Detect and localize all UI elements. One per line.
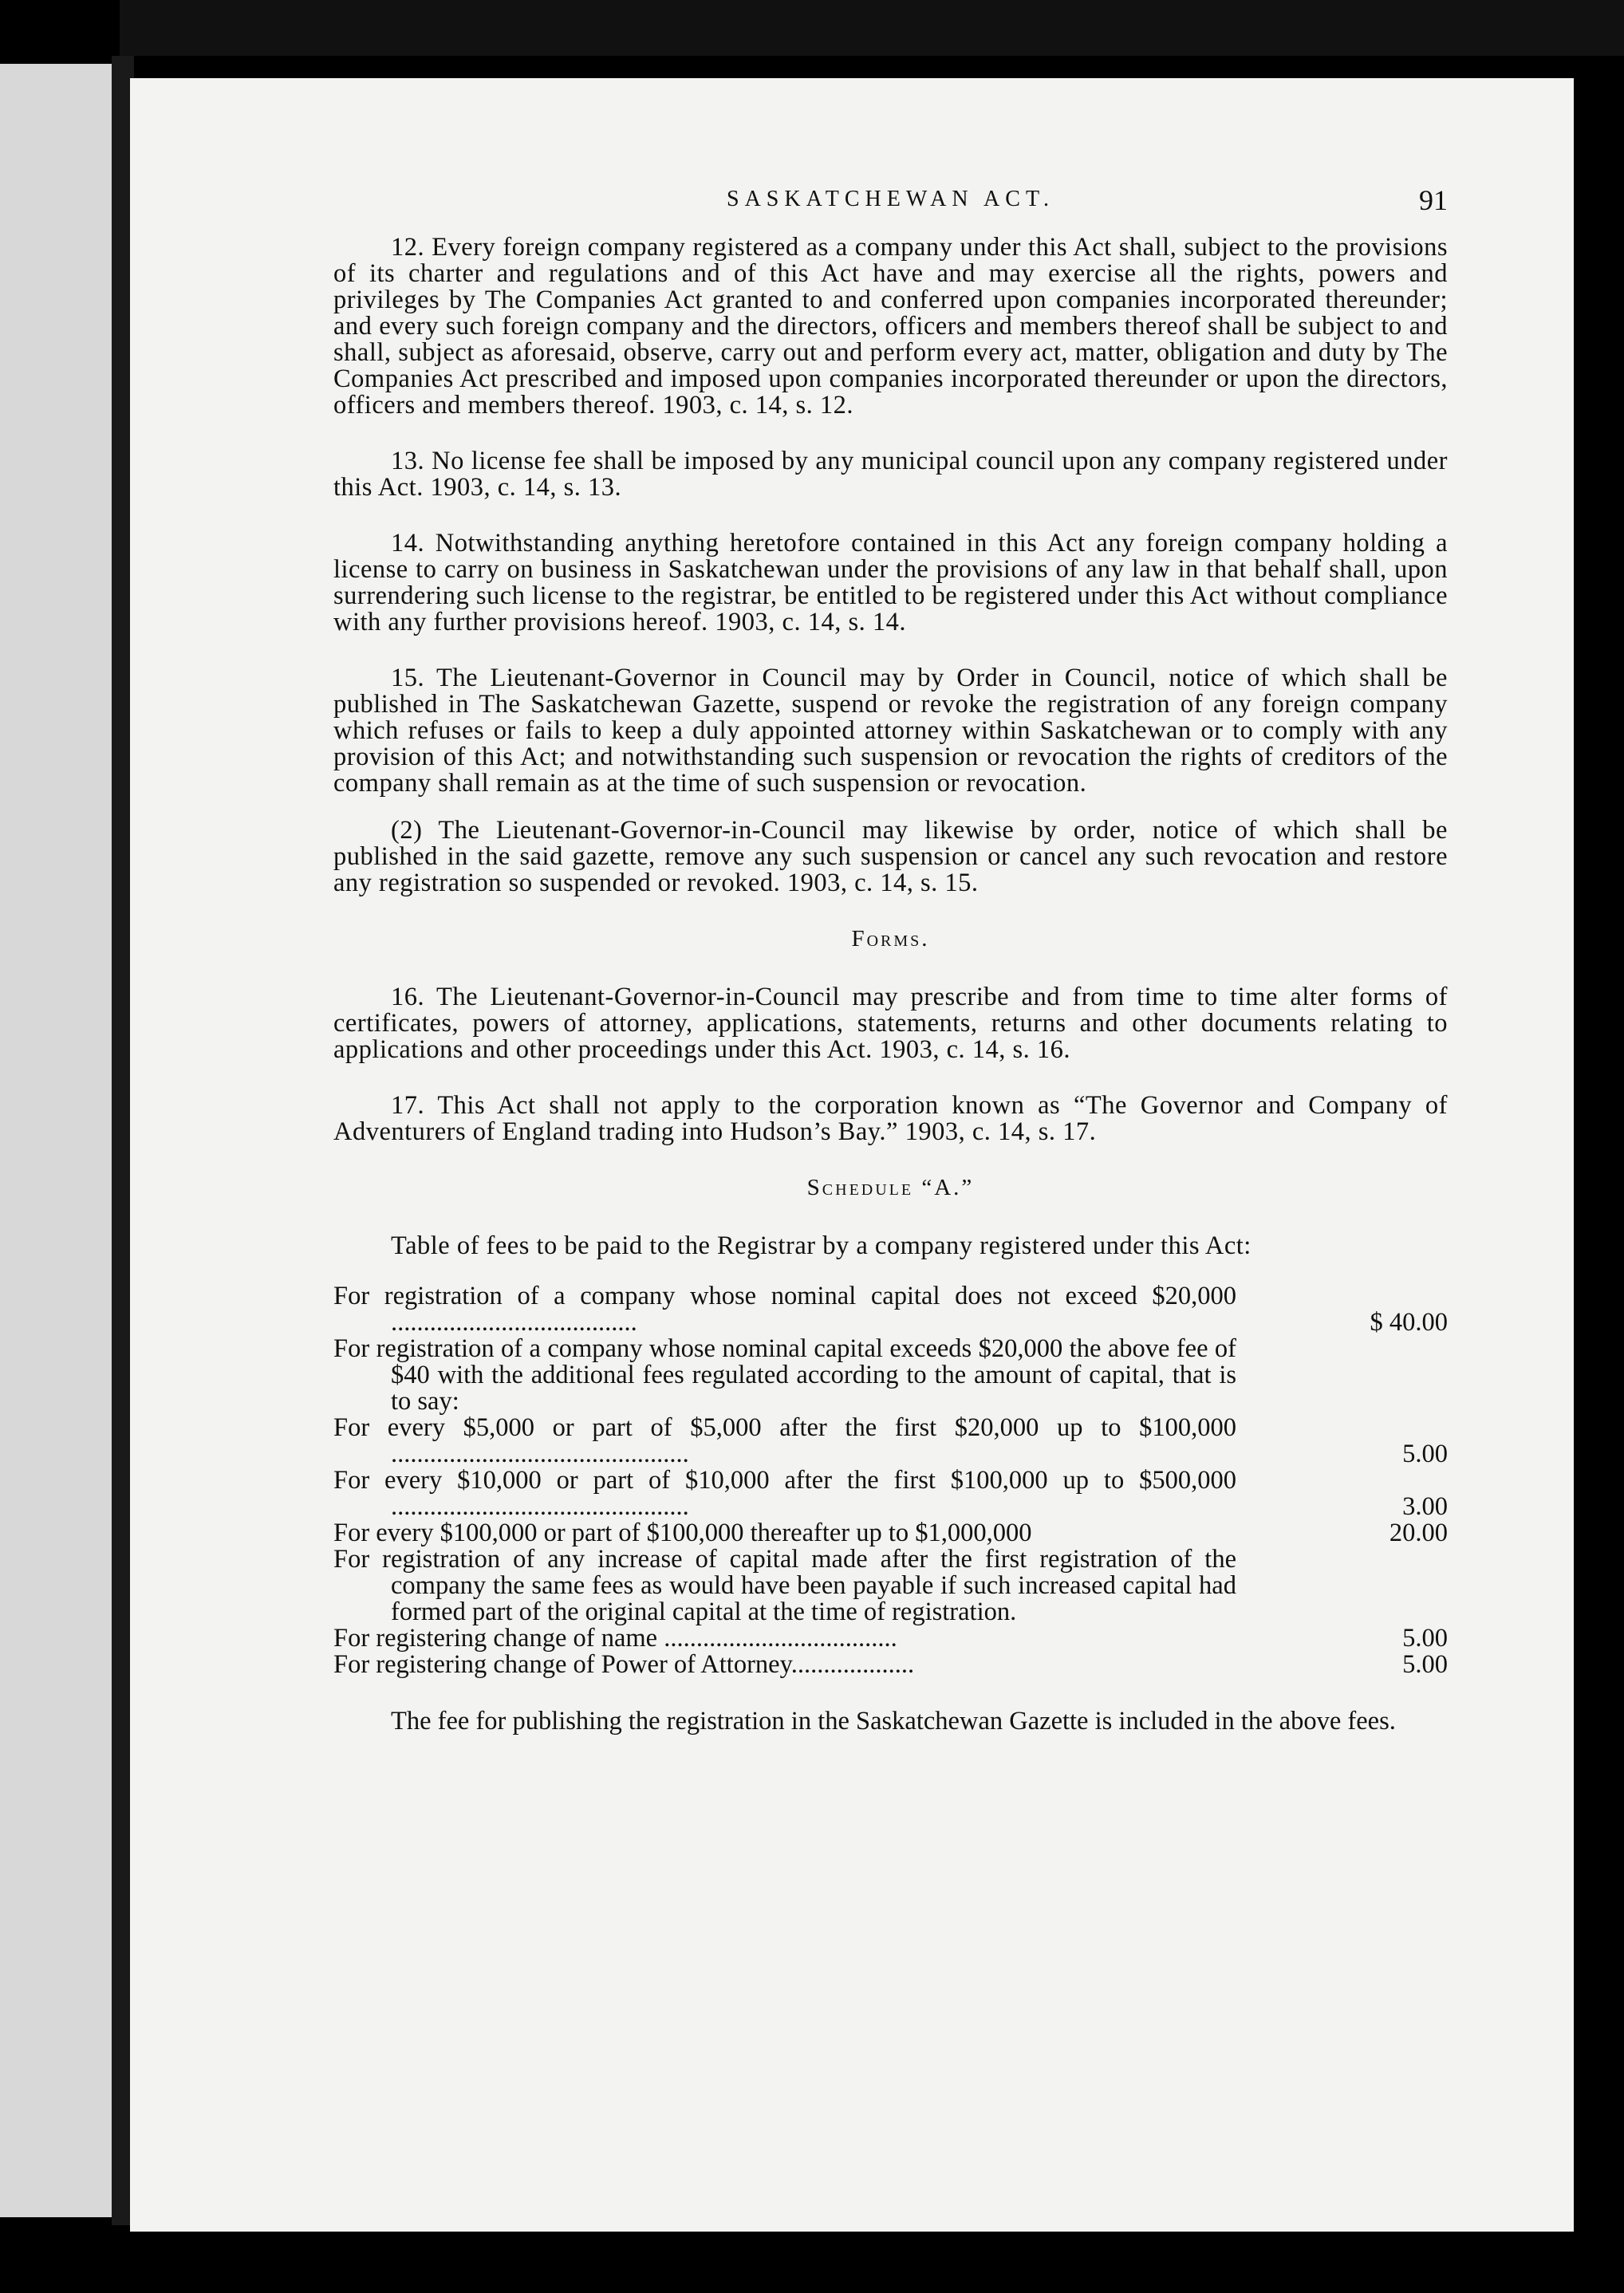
- fee-row: [333, 1468, 1448, 1520]
- fee-description: For registration of any increase of capital made after the first registration of the company the same fees as would have been payable if such increased capital had formed part of the original capital at the time of registration.: [333, 1545, 1236, 1626]
- fee-amount: $ 40.00: [1370, 1308, 1448, 1337]
- final-note: The fee for publishing the registration in the Saskatchewan Gazette is included in the above fees.: [391, 1707, 1396, 1736]
- schedule-intro: Table of fees to be paid to the Registrar by a company registered under this Act:: [391, 1231, 1252, 1260]
- fee-amount: 5.00: [1402, 1624, 1448, 1653]
- running-title: SASKATCHEWAN ACT.: [727, 187, 1054, 211]
- fee-row: [333, 1546, 1448, 1625]
- schedule-heading: Schedule “A.”: [806, 1175, 975, 1200]
- fee-amount: 20.00: [1389, 1519, 1448, 1547]
- fee-amount: 5.00: [1402, 1440, 1448, 1468]
- page-content: [333, 184, 1448, 1761]
- forms-heading: Forms.: [851, 926, 930, 951]
- section-17: 17. This Act shall not apply to the corporation known as “The Governor and Company of Adventurers of England trading into Hudson’s Bay.” 1903, c. 14, s. 17.: [333, 1091, 1448, 1146]
- fee-description: For registration of a company whose nominal capital does not exceed $20,000 ......................................: [333, 1282, 1236, 1337]
- fee-row: [333, 1336, 1448, 1415]
- fee-row: [333, 1415, 1448, 1468]
- fee-description: For every $5,000 or part of $5,000 after the first $20,000 up to $100,000 ..............................................: [333, 1413, 1236, 1468]
- fee-table: [333, 1283, 1448, 1678]
- section-15-subsection-2: (2) The Lieutenant-Governor-in-Council may likewise by order, notice of which shall be published in the said gazette, remove any such suspension or cancel any such revocation and restore any registration so suspended or revoked. 1903, c. 14, s. 15.: [333, 816, 1448, 897]
- section-12: 12. Every foreign company registered as a company under this Act shall, subject to the provisions of its charter and regulations and of this Act have and may exercise all the rights, powers and privileges by The Companies Act granted to and conferred upon companies incorporated thereunder; and every such foreign company and the directors, officers and members thereof shall be subject to and shall, subject as aforesaid, observe, carry out and perform every act, matter, obligation and duty by The Companies Act prescribed and imposed upon companies incorporated thereunder or upon the directors, officers and members thereof. 1903, c. 14, s. 12.: [333, 233, 1448, 420]
- section-16: 16. The Lieutenant-Governor-in-Council may prescribe and from time to time alter forms of certificates, powers of attorney, applications, statements, returns and other documents relating to applications and other proceedings under this Act. 1903, c. 14, s. 16.: [333, 983, 1448, 1064]
- section-14: 14. Notwithstanding anything heretofore contained in this Act any foreign company holding a license to carry on business in Saskatchewan under the provisions of any law in that behalf shall, upon surrendering such license to the registrar, be entitled to be registered under this Act without compliance with any further provisions hereof. 1903, c. 14, s. 14.: [333, 529, 1448, 636]
- fee-row: [333, 1520, 1448, 1546]
- scan-top-margin: [120, 0, 1624, 56]
- fee-description: For registering change of Power of Attorney...................: [333, 1650, 915, 1679]
- page-number: 91: [1419, 184, 1448, 216]
- fee-row: [333, 1625, 1448, 1652]
- fee-row: [333, 1283, 1448, 1336]
- section-15: 15. The Lieutenant-Governor in Council may by Order in Council, notice of which shall be published in The Saskatchewan Gazette, suspend or revoke the registration of any foreign company which refuses or fails to keep a duly appointed attorney within Saskatchewan or to comply with any provision of this Act; and notwithstanding such suspension or revocation the rights of creditors of the company shall remain as at the time of such suspension or revocation.: [333, 664, 1448, 798]
- fee-description: For registering change of name ....................................: [333, 1624, 897, 1653]
- running-header: [333, 184, 1448, 234]
- section-13: 13. No license fee shall be imposed by any municipal council upon any company registered under this Act. 1903, c. 14, s. 13.: [333, 447, 1448, 502]
- fee-amount: 5.00: [1402, 1650, 1448, 1679]
- fee-amount: 3.00: [1402, 1492, 1448, 1521]
- document-page: [130, 78, 1574, 2232]
- fee-description: For every $100,000 or part of $100,000 thereafter up to $1,000,000: [333, 1519, 1032, 1547]
- fee-row: [333, 1652, 1448, 1678]
- fee-description: For registration of a company whose nominal capital exceeds $20,000 the above fee of $40 with the additional fees regulated according to the amount of capital, that is to say:: [333, 1334, 1236, 1416]
- fee-description: For every $10,000 or part of $10,000 after the first $100,000 up to $500,000 ..............................................: [333, 1466, 1236, 1521]
- facing-page-edge: [0, 64, 120, 2217]
